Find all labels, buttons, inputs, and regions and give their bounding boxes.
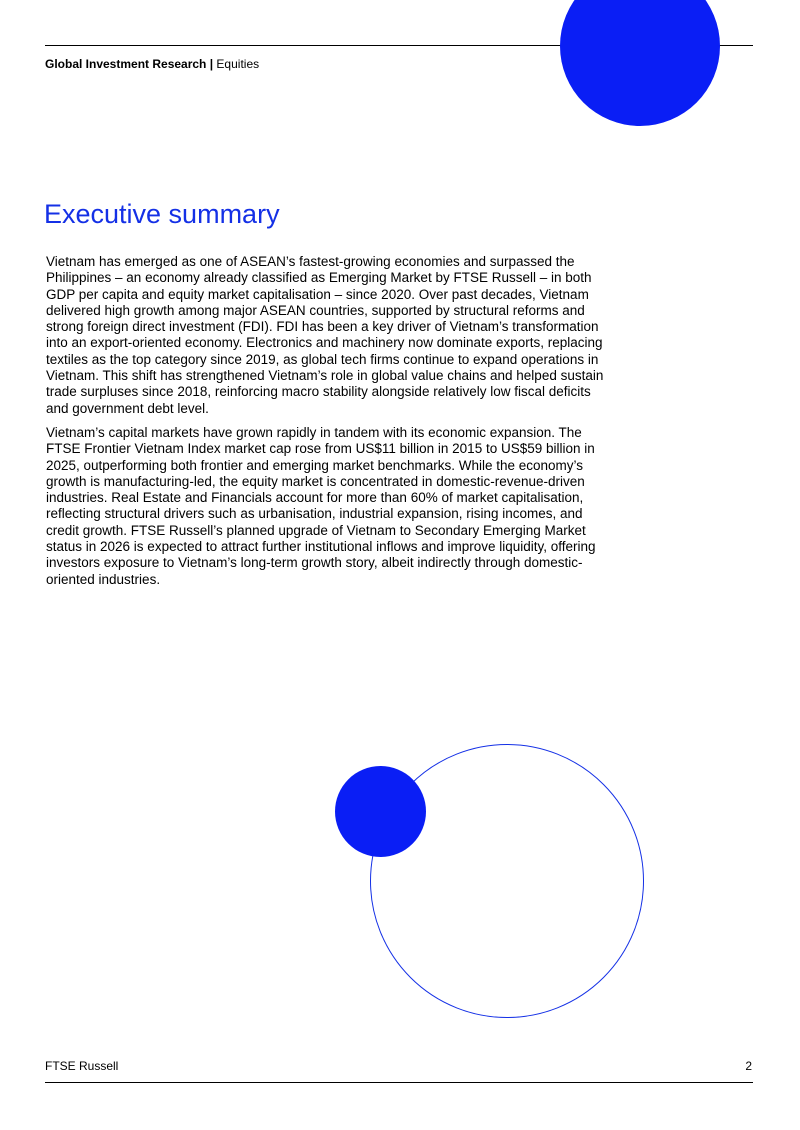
paragraph-1: Vietnam has emerged as one of ASEAN’s fastest-growing economies and surpassed the Philippines – an economy already classified as Emerging Market by FTSE Russell – in both GDP per capita and equity market capitalisation – since 2020. Over past decades, Vietnam delivered high growth among major ASEAN countries, supported by structural reforms and strong foreign direct investment (FDI). FDI has been a key driver of Vietnam’s transformation into an export-oriented economy. Electronics and machinery now dominate exports, replacing textiles as the top category since 2019, as global tech firms continue to expand operations in Vietnam. This shift has strengthened Vietnam’s role in global value chains and helped sustain trade surpluses since 2018, reinforcing macro stability alongside relatively low fiscal deficits and government debt level.: [46, 254, 604, 416]
paragraph-2: Vietnam’s capital markets have grown rapidly in tandem with its economic expansion. The FTSE Frontier Vietnam Index market cap rose from US$11 billion in 2015 to US$59 billion in 2025, outperforming both frontier and emerging market benchmarks. While the economy’s growth is manufacturing-led, the equity market is concentrated in domestic-revenue-driven industries. Real Estate and Financials account for more than 60% of market capitalisation, reflecting structural drivers such as urbanisation, industrial expansion, rising incomes, and credit growth. FTSE Russell’s planned upgrade of Vietnam to Secondary Emerging Market status in 2026 is expected to attract further institutional inflows and improve liquidity, offering investors exposure to Vietnam’s long-term growth story, albeit indirectly through domestic-oriented industries.: [46, 424, 596, 587]
page-title: Executive summary: [44, 199, 280, 229]
running-header: [45, 57, 259, 71]
body-text: [46, 254, 612, 596]
decorative-circle-small: [335, 766, 426, 857]
header-section-bold: Global Investment Research |: [45, 57, 214, 71]
footer-brand: FTSE Russell: [45, 1059, 119, 1073]
header-section-rest: Equities: [213, 57, 260, 71]
decorative-circle-top: [560, 0, 720, 126]
page-number: 2: [745, 1059, 752, 1073]
footer-rule: [45, 1082, 753, 1083]
